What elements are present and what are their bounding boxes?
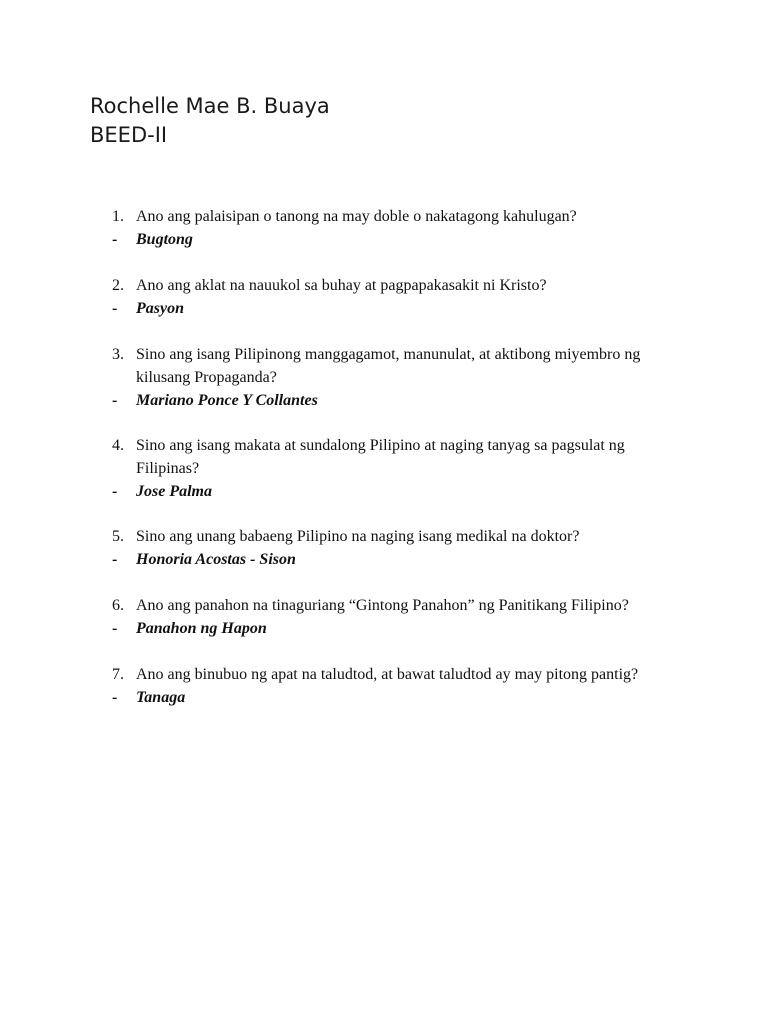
- question-number: 3.: [112, 346, 124, 363]
- answer-text: Bugtong: [136, 231, 193, 248]
- question-number: 1.: [112, 208, 124, 225]
- answer-marker: -: [112, 392, 118, 409]
- question-text: Ano ang panahon na tinaguriang “Gintong Panahon” ng Panitikang Filipino?: [136, 597, 629, 614]
- question-item-6: [112, 594, 712, 640]
- question-number: 6.: [112, 597, 124, 614]
- question-item-3: [112, 343, 712, 412]
- question-number: 4.: [112, 437, 124, 454]
- question-number: 5.: [112, 528, 124, 545]
- answer-text: Tanaga: [136, 689, 186, 706]
- question-number: 7.: [112, 666, 124, 683]
- answer-marker: -: [112, 483, 118, 500]
- question-text: Ano ang binubuo ng apat na taludtod, at bawat taludtod ay may pitong pantig?: [136, 666, 639, 683]
- question-item-2: [112, 274, 712, 320]
- question-number: 2.: [112, 277, 124, 294]
- question-text: Sino ang isang makata at sundalong Pilipino at naging tanyag sa pagsulat ng Filipinas?: [136, 437, 625, 477]
- answer-marker: -: [112, 551, 118, 568]
- answer-text: Jose Palma: [136, 483, 212, 500]
- question-item-1: [112, 205, 712, 251]
- student-course: BEED-II: [90, 123, 168, 147]
- question-text: Ano ang aklat na nauukol sa buhay at pagpapakasakit ni Kristo?: [136, 277, 547, 294]
- question-text: Ano ang palaisipan o tanong na may doble o nakatagong kahulugan?: [136, 208, 577, 225]
- question-item-4: [112, 434, 712, 503]
- question-item-7: [112, 663, 712, 709]
- answer-marker: -: [112, 300, 118, 317]
- answer-text: Honoria Acostas - Sison: [136, 551, 296, 568]
- answer-text: Mariano Ponce Y Collantes: [136, 392, 318, 409]
- answer-text: Panahon ng Hapon: [136, 620, 267, 637]
- question-item-5: [112, 525, 712, 571]
- question-text: Sino ang isang Pilipinong manggagamot, manunulat, at aktibong miyembro ng kilusang Propaganda?: [136, 346, 641, 386]
- student-name: Rochelle Mae B. Buaya: [90, 94, 330, 118]
- answer-marker: -: [112, 231, 118, 248]
- question-text: Sino ang unang babaeng Pilipino na naging isang medikal na doktor?: [136, 528, 580, 545]
- answer-marker: -: [112, 689, 118, 706]
- answer-marker: -: [112, 620, 118, 637]
- answer-text: Pasyon: [136, 300, 184, 317]
